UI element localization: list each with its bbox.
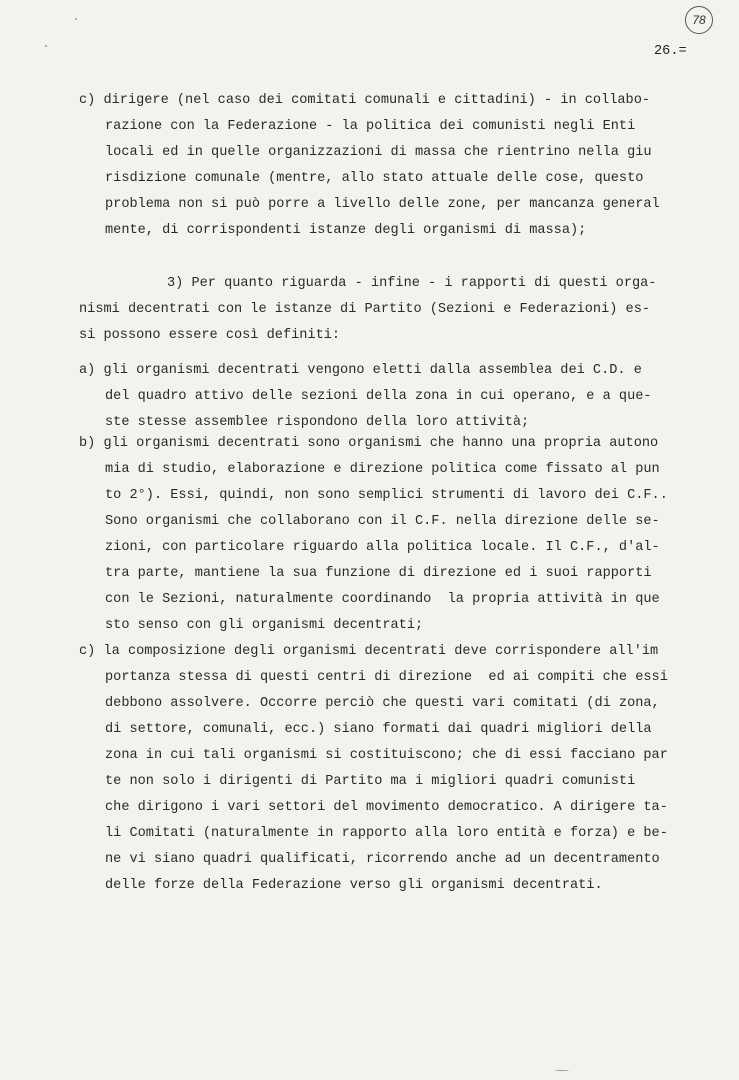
text-line: mia di studio, elaborazione e direzione politica come fissato al pun xyxy=(105,462,660,477)
text-line: ne vi siano quadri qualificati, ricorrendo anche ad un decentramento xyxy=(105,852,660,867)
section-3-heading-line: 3) Per quanto riguarda - infine - i rapporti di questi orga- xyxy=(167,276,657,291)
text-line: risdizione comunale (mentre, allo stato attuale delle cose, questo xyxy=(105,171,644,186)
text-line: tra parte, mantiene la sua funzione di direzione ed i suoi rapporti xyxy=(105,566,652,581)
list-item-a: a) gli organismi decentrati vengono eletti dalla assemblea dei C.D. e xyxy=(79,363,642,378)
text-line: li Comitati (naturalmente in rapporto alla loro entità e forza) e be- xyxy=(105,826,668,841)
archive-stamp: 78 xyxy=(685,6,713,34)
text-line: te non solo i dirigenti di Partito ma i migliori quadri comunisti xyxy=(105,774,636,789)
text-line: mente, di corrispondenti istanze degli organismi di massa); xyxy=(105,223,587,238)
text-line: zona in cui tali organismi si costituiscono; che di essi facciano par xyxy=(105,748,668,763)
text-line: ste stesse assemblee rispondono della loro attività; xyxy=(105,415,530,430)
text-line: debbono assolvere. Occorre perciò che questi vari comitati (di zona, xyxy=(105,696,660,711)
text-line: c) dirigere (nel caso dei comitati comunali e cittadini) - in collabo- xyxy=(79,93,651,108)
text-line: nismi decentrati con le istanze di Partito (Sezioni e Federazioni) es- xyxy=(79,302,651,317)
list-item-b: b) gli organismi decentrati sono organismi che hanno una propria autono xyxy=(79,436,659,451)
scan-speck xyxy=(45,45,47,47)
text-line: delle forze della Federazione verso gli organismi decentrati. xyxy=(105,878,603,893)
text-line: si possono essere così definiti: xyxy=(79,328,341,343)
scan-speck xyxy=(75,18,77,20)
text-line: di settore, comunali, ecc.) siano formati dai quadri migliori della xyxy=(105,722,652,737)
text-line: portanza stessa di questi centri di direzione ed ai compiti che essi xyxy=(105,670,668,685)
text-line: razione con la Federazione - la politica dei comunisti negli Enti xyxy=(105,119,636,134)
text-line: sto senso con gli organismi decentrati; xyxy=(105,618,424,633)
text-line: to 2°). Essi, quindi, non sono semplici strumenti di lavoro dei C.F.. xyxy=(105,488,668,503)
text-line: del quadro attivo delle sezioni della zona in cui operano, e a que- xyxy=(105,389,652,404)
text-line: Sono organismi che collaborano con il C.F. nella direzione delle se- xyxy=(105,514,660,529)
text-line: locali ed in quelle organizzazioni di massa che rientrino nella giu xyxy=(105,145,652,160)
scan-speck xyxy=(555,1070,569,1071)
text-line: con le Sezioni, naturalmente coordinando la propria attività in que xyxy=(105,592,660,607)
text-line: zioni, con particolare riguardo alla politica locale. Il C.F., d'al- xyxy=(105,540,660,555)
text-line: che dirigono i vari settori del movimento democratico. A dirigere ta- xyxy=(105,800,668,815)
text-line: problema non si può porre a livello delle zone, per mancanza general xyxy=(105,197,660,212)
page-number: 26.= xyxy=(654,44,687,59)
list-item-c: c) la composizione degli organismi decentrati deve corrispondere all'im xyxy=(79,644,659,659)
